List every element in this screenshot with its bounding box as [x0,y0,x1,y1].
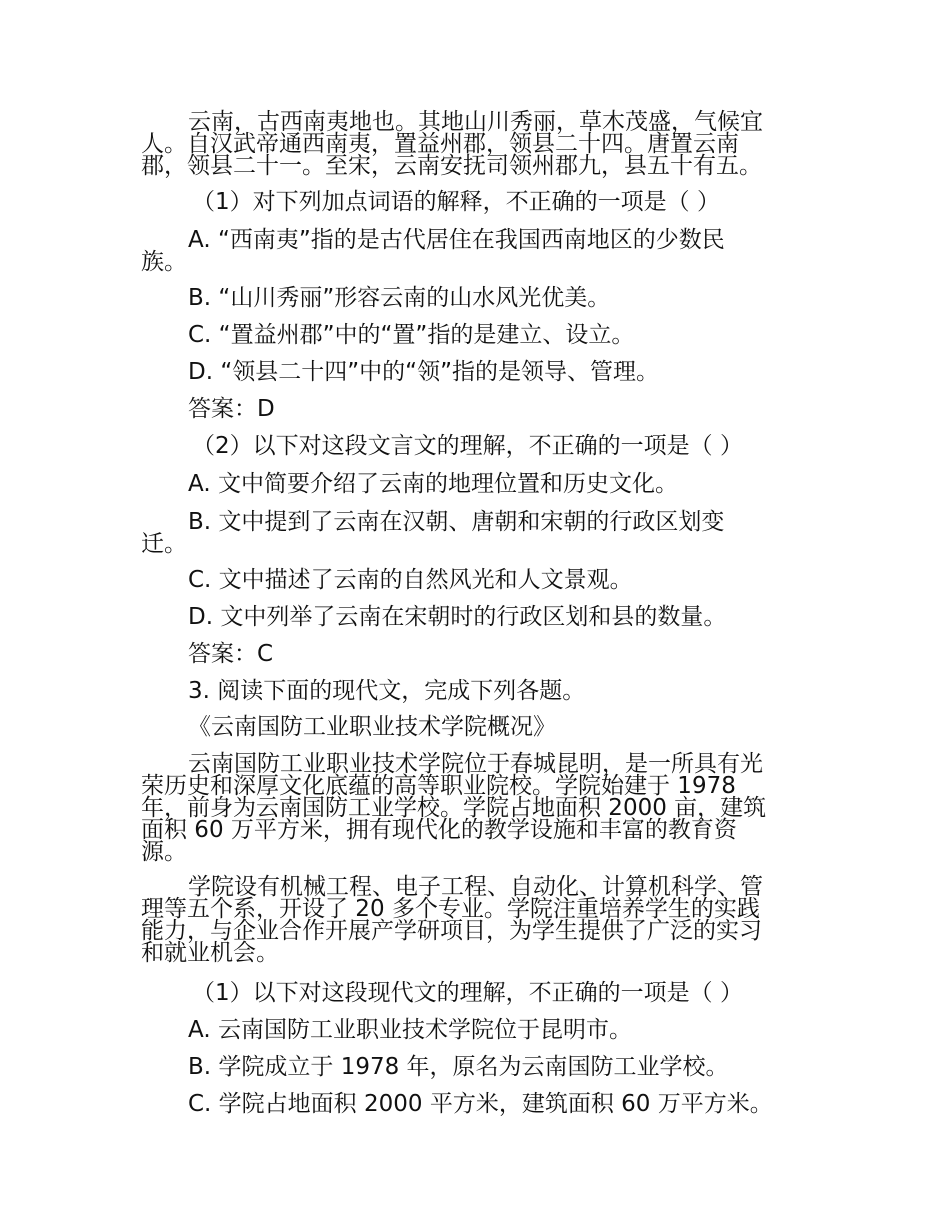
q1-option-a: A. “西南夷”指的是古代居住在我国西南地区的少数民 [188,227,725,253]
article-para1-line-3: 年，前身为云南国防工业学校。学院占地面积 2000 亩，建筑 [141,795,767,821]
article-para2-line-3: 能力，与企业合作开展产学研项目，为学生提供了广泛的实习 [141,918,762,944]
passage1-line-2: 人。自汉武帝通西南夷，置益州郡，领县二十四。唐置云南 [141,131,739,157]
s3q1-option-c: C. 学院占地面积 2000 平方米，建筑面积 60 万平方米。 [188,1091,773,1117]
article-para1-line-5: 源。 [141,839,187,865]
s3q1-option-a: A. 云南国防工业职业技术学院位于昆明市。 [188,1017,632,1043]
q2-option-c: C. 文中描述了云南的自然风光和人文景观。 [188,567,633,593]
q1-stem: （1）对下列加点词语的解释，不正确的一项是（ ） [192,189,720,215]
q2-answer: 答案：C [188,641,274,667]
q1-option-b: B. “山川秀丽”形容云南的山水风光优美。 [188,285,611,311]
q2-option-b-cont: 迁。 [141,531,187,557]
s3q1-stem: （1）以下对这段现代文的理解，不正确的一项是（ ） [192,980,743,1006]
article-title: 《云南国防工业职业技术学院概况》 [188,714,556,740]
s3q1-option-b: B. 学院成立于 1978 年，原名为云南国防工业学校。 [188,1054,729,1080]
section3-heading: 3. 阅读下面的现代文，完成下列各题。 [188,678,586,704]
q1-option-a-cont: 族。 [141,249,187,275]
article-para2-line-2: 理等五个系，开设了 20 多个专业。学院注重培养学生的实践 [141,896,760,922]
article-para1-line-1: 云南国防工业职业技术学院位于春城昆明，是一所具有光 [188,751,763,777]
q2-option-b: B. 文中提到了云南在汉朝、唐朝和宋朝的行政区划变 [188,509,725,535]
q1-option-c: C. “置益州郡”中的“置”指的是建立、设立。 [188,322,635,348]
article-para1-line-4: 面积 60 万平方米，拥有现代化的教学设施和丰富的教育资 [141,817,737,843]
passage1-line-3: 郡，领县二十一。至宋，云南安抚司领州郡九，县五十有五。 [141,153,762,179]
q2-stem: （2）以下对这段文言文的理解，不正确的一项是（ ） [192,433,743,459]
q1-option-d: D. “领县二十四”中的“领”指的是领导、管理。 [188,359,659,385]
q2-option-a: A. 文中简要介绍了云南的地理位置和历史文化。 [188,471,678,497]
article-para2-line-4: 和就业机会。 [141,940,279,966]
passage1-line-1: 云南，古西南夷地也。其地山川秀丽，草木茂盛，气候宜 [188,109,763,135]
q2-option-d: D. 文中列举了云南在宋朝时的行政区划和县的数量。 [188,604,727,630]
article-para1-line-2: 荣历史和深厚文化底蕴的高等职业院校。学院始建于 1978 [141,773,736,799]
q1-answer: 答案：D [188,396,275,422]
article-para2-line-1: 学院设有机械工程、电子工程、自动化、计算机科学、管 [188,874,763,900]
